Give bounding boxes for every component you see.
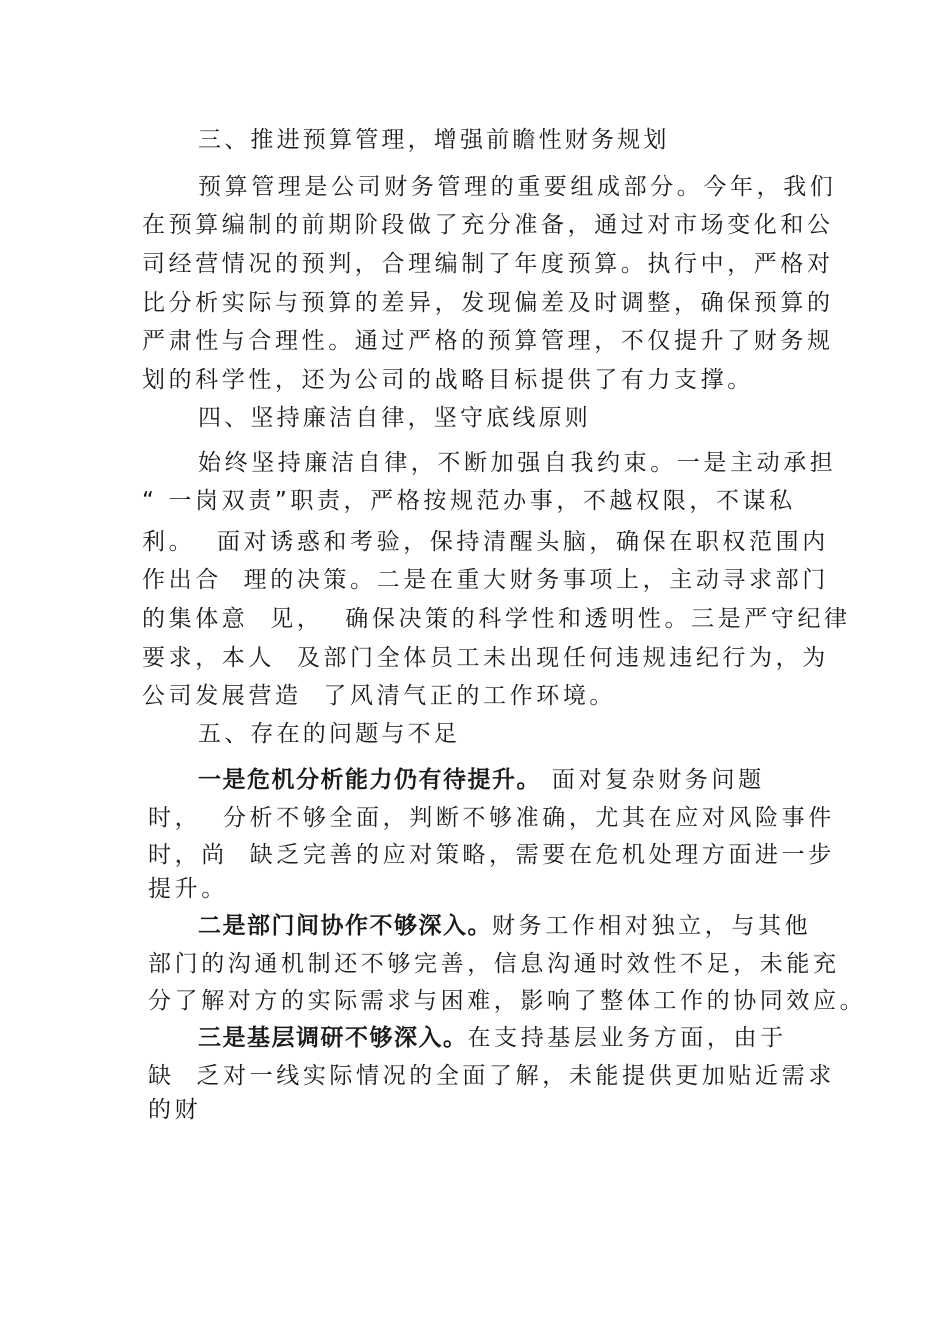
paragraph-line: “ 一岗双责”职责，严格按规范办事，不越权限，不谋私 [142, 488, 796, 514]
paragraph-line: 缺 乏对一线实际情况的全面了解，未能提供更加贴近需求 [148, 1063, 835, 1089]
bold-lead: 二是部门间协作不够深入。 [198, 913, 492, 939]
paragraph-line: 利。 面对诱惑和考验，保持清醒头脑，确保在职权范围内 [142, 529, 829, 555]
paragraph-line: 公司发展营造 了风清气正的工作环境。 [142, 683, 617, 709]
paragraph-line: 作出合 理的决策。二是在重大财务事项上，主动寻求部门 [142, 567, 829, 593]
paragraph-text: 在支持基层业务方面，由于 [467, 1025, 787, 1051]
paragraph-line: 司经营情况的预判，合理编制了年度预算。执行中，严格对 [142, 251, 834, 277]
paragraph-line [198, 911, 811, 941]
paragraph-line: 分了解对方的实际需求与困难，影响了整体工作的协同效应。 [148, 988, 867, 1014]
paragraph-line: 的财 [148, 1097, 202, 1123]
paragraph-line: 要求，本人 及部门全体员工未出现任何违规违纪行为，为 [142, 645, 829, 671]
paragraph-line: 提升。 [148, 876, 228, 902]
bold-lead: 一是危机分析能力仍有待提升。 [198, 767, 541, 793]
paragraph-line: 时，尚 缺乏完善的应对策略，需要在危机处理方面进一步 [148, 842, 835, 868]
paragraph-line: 在预算编制的前期阶段做了充分准备，通过对市场变化和公 [142, 212, 834, 238]
paragraph-text: 面对复杂财务问题 [541, 767, 765, 793]
paragraph-line: 始终坚持廉洁自律，不断加强自我约束。一是主动承担 [198, 450, 837, 476]
paragraph-line: 划的科学性，还为公司的战略目标提供了有力支撑。 [142, 367, 754, 393]
paragraph-line: 部门的沟通机制还不够完善，信息沟通时效性不足，未能充 [148, 951, 840, 977]
paragraph-line: 严肃性与合理性。通过严格的预算管理，不仅提升了财务规 [142, 328, 834, 354]
section-heading-4: 四、坚持廉洁自律，坚守底线原则 [198, 405, 591, 431]
bold-lead: 三是基层调研不够深入。 [198, 1025, 468, 1051]
paragraph-line [198, 1023, 787, 1053]
paragraph-line [198, 765, 765, 795]
section-heading-3: 三、推进预算管理，增强前瞻性财务规划 [198, 127, 670, 153]
paragraph-line: 的集体意 见， 确保决策的科学性和透明性。三是严守纪律 [142, 606, 851, 632]
paragraph-line: 比分析实际与预算的差异，发现偏差及时调整，确保预算的 [142, 290, 834, 316]
paragraph-line: 预算管理是公司财务管理的重要组成部分。今年，我们 [198, 174, 837, 200]
section-heading-5: 五、存在的问题与不足 [198, 721, 460, 747]
paragraph-line: 时， 分析不够全面，判断不够准确，尤其在应对风险事件 [148, 805, 835, 831]
paragraph-text: 财务工作相对独立，与其他 [492, 913, 812, 939]
